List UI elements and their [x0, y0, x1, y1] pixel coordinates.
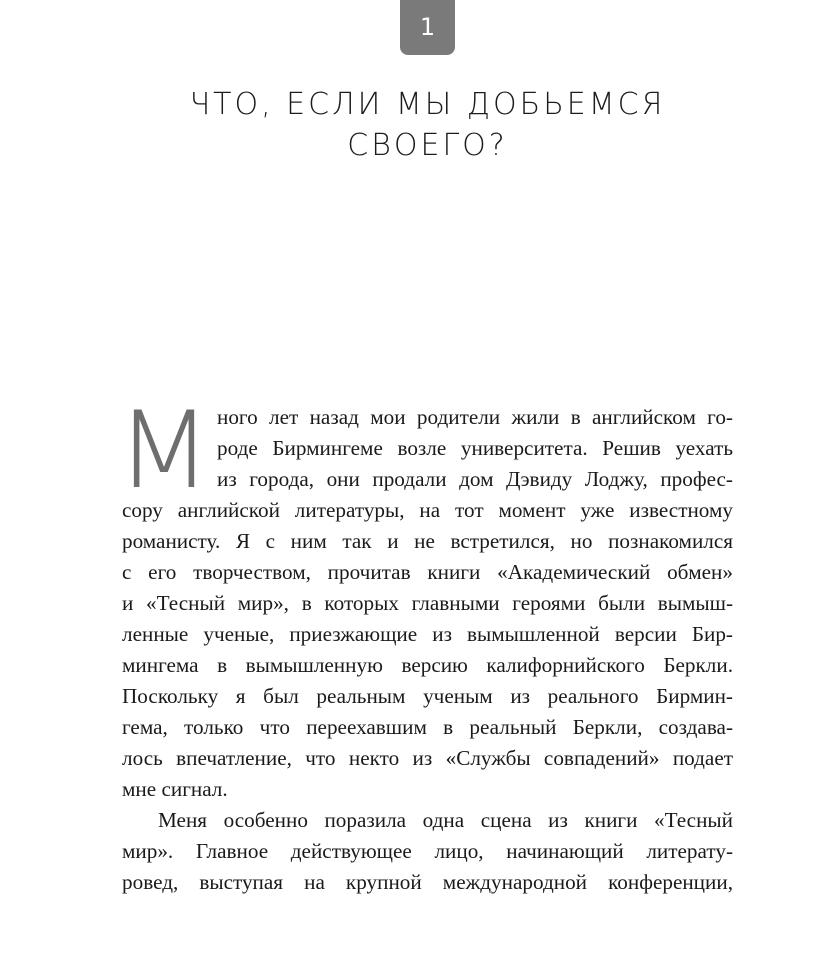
- chapter-title-line-2: СВОЕГО?: [347, 128, 508, 163]
- paragraph-1: [122, 402, 733, 805]
- drop-cap: М: [116, 389, 213, 512]
- text-line: ного лет назад мои родители жили в английском го-: [217, 405, 733, 429]
- text-line: Меня особенно поразила одна сцена из книги «Тесный: [158, 808, 733, 832]
- text-line: и «Тесный мир», в которых главными героями были вымыш-: [122, 591, 733, 615]
- text-line: лось впечатление, что некто из «Службы совпадений» подает: [122, 746, 733, 770]
- chapter-body: [116, 389, 733, 898]
- text-line: из города, они продали дом Дэвиду Лоджу, профес-: [217, 467, 733, 491]
- text-line: романисту. Я с ним так и не встретился, но познакомился: [122, 529, 733, 553]
- text-line: гема, только что переехавшим в реальный Беркли, создава-: [122, 715, 733, 739]
- paragraph-2: [122, 805, 733, 898]
- text-line: сору английской литературы, на тот момент уже известному: [122, 498, 733, 522]
- text-line: мингема в вымышленную версию калифорнийского Беркли.: [122, 653, 733, 677]
- chapter-title: [0, 84, 820, 166]
- text-line: Поскольку я был реальным ученым из реального Бирмин-: [122, 684, 733, 708]
- text-line: ленные ученые, приезжающие из вымышленной версии Бир-: [122, 622, 733, 646]
- chapter-number-badge: 1: [400, 0, 455, 55]
- text-line: роде Бирмингеме возле университета. Решив уехать: [217, 436, 733, 460]
- text-line: мне сигнал.: [122, 777, 228, 801]
- text-line: ровед, выступая на крупной международной конференции,: [122, 870, 733, 894]
- chapter-title-line-1: ЧТО, ЕСЛИ МЫ ДОБЬЕМСЯ: [189, 87, 666, 122]
- text-line: мир». Главное действующее лицо, начинающий литерату-: [122, 839, 733, 863]
- text-line: с его творчеством, прочитав книги «Академический обмен»: [122, 560, 733, 584]
